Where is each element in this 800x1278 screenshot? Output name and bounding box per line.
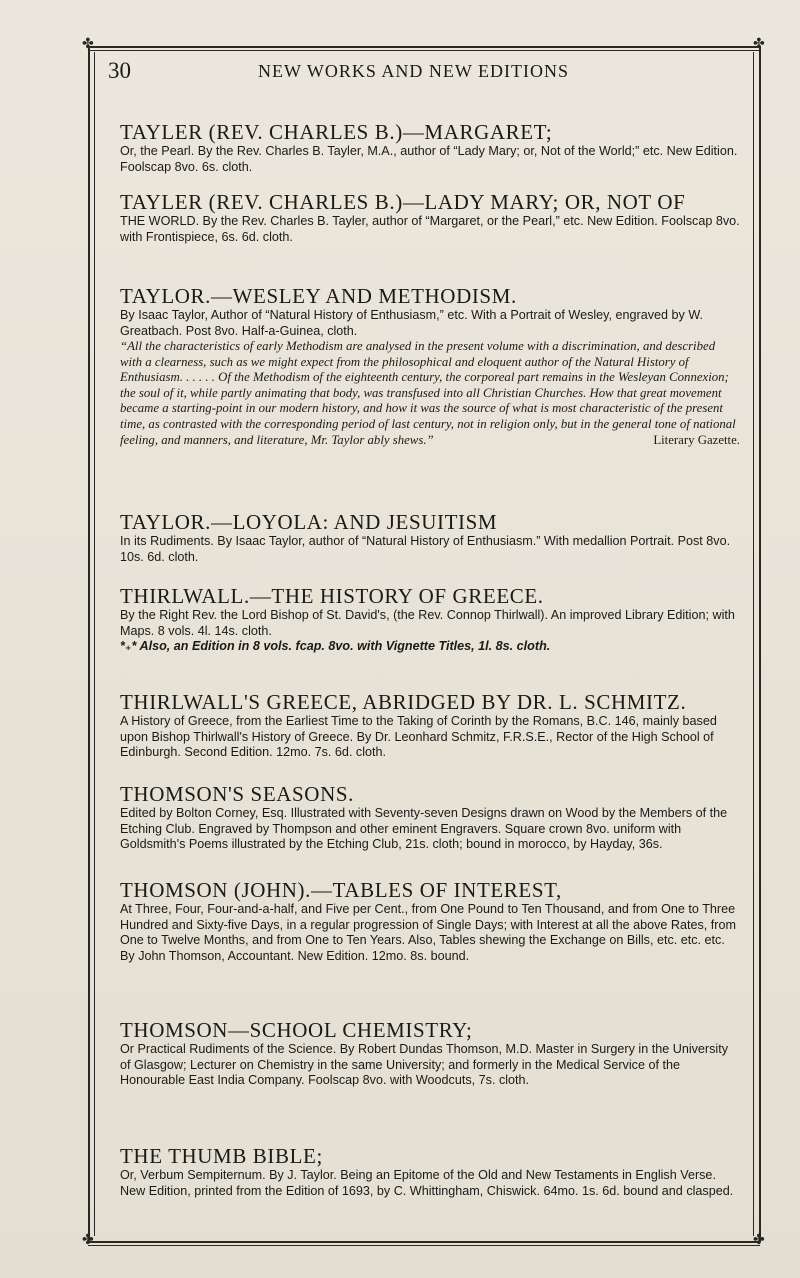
entry-body: Or, Verbum Sempiternum. By J. Taylor. Being an Epitome of the Old and New Testaments in English Verse. New Edition, printed from the Edition of 1693, by C. Whittingham, Chiswick. 64mo. 1s. 6d. bound and clasped.: [120, 1168, 734, 1198]
entry-body: Or Practical Rudiments of the Science. By Robert Dundas Thomson, M.D. Master in Surgery in the University of Glasgow; Lecturer on Chemistry in the same University; and formerly in the Medical Service of the Honourable East India Company. Foolscap 8vo. with Woodcuts, 7s. cloth.: [120, 1042, 729, 1087]
running-title: NEW WORKS AND NEW EDITIONS: [258, 61, 569, 81]
catalog-entry: [120, 878, 740, 964]
right-border: [759, 46, 761, 1242]
entry-title: THIRLWALL.—THE HISTORY OF GREECE.: [120, 584, 544, 608]
catalog-entry: [120, 1018, 740, 1089]
catalog-entry: [120, 510, 740, 565]
entry-title: TAYLOR.—WESLEY AND METHODISM.: [120, 284, 517, 308]
entry-body: At Three, Four, Four-and-a-half, and Five per Cent., from One Pound to Ten Thousand, and from One to Three Hundred and Sixty-five Days, in a regular progression of Single Days; with Interest at all the above Rates, from One to Twelve Months, and from One to Ten Years. Also, Tables shewing the Exchange on Bills, etc. etc. etc. By John Thomson, Accountant. New Edition. 12mo. 8s. bound.: [120, 902, 736, 963]
entry-body: A History of Greece, from the Earliest Time to the Taking of Corinth by the Romans, B.C. 146, mainly based upon Bishop Thirlwall's History of Greece. By Dr. Leonhard Schmitz, F.R.S.E., Rector of the High School of Edinburgh. Second Edition. 12mo. 7s. 6d. cloth.: [120, 714, 717, 759]
entry-title: THOMSON (JOHN).—TABLES OF INTEREST,: [120, 878, 562, 902]
top-rule: [88, 46, 760, 48]
entry-title: THOMSON—SCHOOL CHEMISTRY;: [120, 1018, 473, 1042]
entry-body: By the Right Rev. the Lord Bishop of St. David's, (the Rev. Connop Thirlwall). An improved Library Edition; with Maps. 8 vols. 4l. 14s. cloth. *₊* Also, an Edition in 8 vols. fcap. 8vo. with Vignette Titles, 1l. 8s. cloth.: [120, 608, 740, 655]
entry-body: By Isaac Taylor, Author of “Natural History of Enthusiasm,” etc. With a Portrait of Wesley, engraved by W. Greatbach. Post 8vo. Half-a-Guinea, cloth. “All the characteristics of early Methodism are analysed in the present volume with a discrimination, and described with a clearness, such as we might expect from the philosophical and eloquent author of the Natural History of Enthusiasm. . . . . . Of the Methodism of the eighteenth century, the corporeal part remains in the Wesleyan Connexion; the soul of it, while partly animating that body, was transfused into all Christian Churches. How that great movement became a starting-point in our modern history, and how it was the source of what is most characteristic of the present time, as contrasted with the corresponding period of last century, not in religion only, but in the general tone of national feeling, and manners, and literature, Mr. Taylor ably shews.” Literary Gazette.: [120, 308, 740, 448]
corner-ornament-icon: ✤: [753, 1233, 765, 1248]
catalog-entry: [120, 120, 740, 175]
also-edition-note: *₊* Also, an Edition in 8 vols. fcap. 8vo. with Vignette Titles, 1l. 8s. cloth.: [120, 639, 551, 653]
entry-title: THOMSON'S SEASONS.: [120, 782, 354, 806]
page-number: 30: [108, 58, 131, 83]
entry-title: TAYLER (REV. CHARLES B.)—MARGARET;: [120, 120, 553, 144]
entry-title: TAYLER (REV. CHARLES B.)—LADY MARY; OR, NOT OF: [120, 190, 686, 214]
inner-left-border: [94, 52, 95, 1236]
left-border: [88, 46, 90, 1242]
catalog-entry: [120, 190, 740, 245]
bottom-rule: [88, 1241, 760, 1243]
entry-title: THIRLWALL'S GREECE, ABRIDGED BY DR. L. SCHMITZ.: [120, 690, 687, 714]
catalog-entry: [120, 584, 740, 655]
corner-ornament-icon: ✤: [82, 1233, 94, 1248]
review-quote: “All the characteristics of early Methodism are analysed in the present volume with a discrimination, and described with a clearness, such as we might expect from the philosophical and eloquent author of the Natural History of Enthusiasm. . . . . . Of the Methodism of the eighteenth century, the corporeal part remains in the Wesleyan Connexion; the soul of it, while partly animating that body, was transfused into all Christian Churches. How that great movement became a starting-point in our modern history, and how it was the source of what is most characteristic of the present time, as contrasted with the corresponding period of last century, not in religion only, but in the general tone of national feeling, and manners, and literature, Mr. Taylor ably shews.”: [120, 339, 736, 447]
catalog-entry: [120, 284, 740, 449]
entry-body: THE WORLD. By the Rev. Charles B. Tayler, author of “Margaret, or the Pearl,” etc. New Edition. Foolscap 8vo. with Frontispiece, 6s. 6d. cloth.: [120, 214, 740, 244]
page-header: [108, 58, 736, 88]
corner-ornament-icon: ✤: [753, 37, 765, 52]
entry-title: TAYLOR.—LOYOLA: AND JESUITISM: [120, 510, 498, 534]
catalog-entry: [120, 690, 740, 761]
quote-attribution: Literary Gazette.: [653, 433, 740, 448]
inner-right-border: [753, 52, 754, 1236]
catalog-entry: [120, 1144, 740, 1199]
catalog-entry: [120, 782, 740, 853]
entry-body: Or, the Pearl. By the Rev. Charles B. Tayler, M.A., author of “Lady Mary; or, Not of the World;” etc. New Edition. Foolscap 8vo. 6s. cloth.: [120, 144, 738, 174]
corner-ornament-icon: ✤: [82, 37, 94, 52]
entry-body: Edited by Bolton Corney, Esq. Illustrated with Seventy-seven Designs drawn on Wood by the Members of the Etching Club. Engraved by Thompson and other eminent Engravers. Square crown 8vo. uniform with Goldsmith's Poems illustrated by the Etching Club, 21s. cloth; bound in morocco, by Hayday, 36s.: [120, 806, 728, 851]
entry-title: THE THUMB BIBLE;: [120, 1144, 323, 1168]
entry-body: In its Rudiments. By Isaac Taylor, author of “Natural History of Enthusiasm.” With medallion Portrait. Post 8vo. 10s. 6d. cloth.: [120, 534, 731, 564]
